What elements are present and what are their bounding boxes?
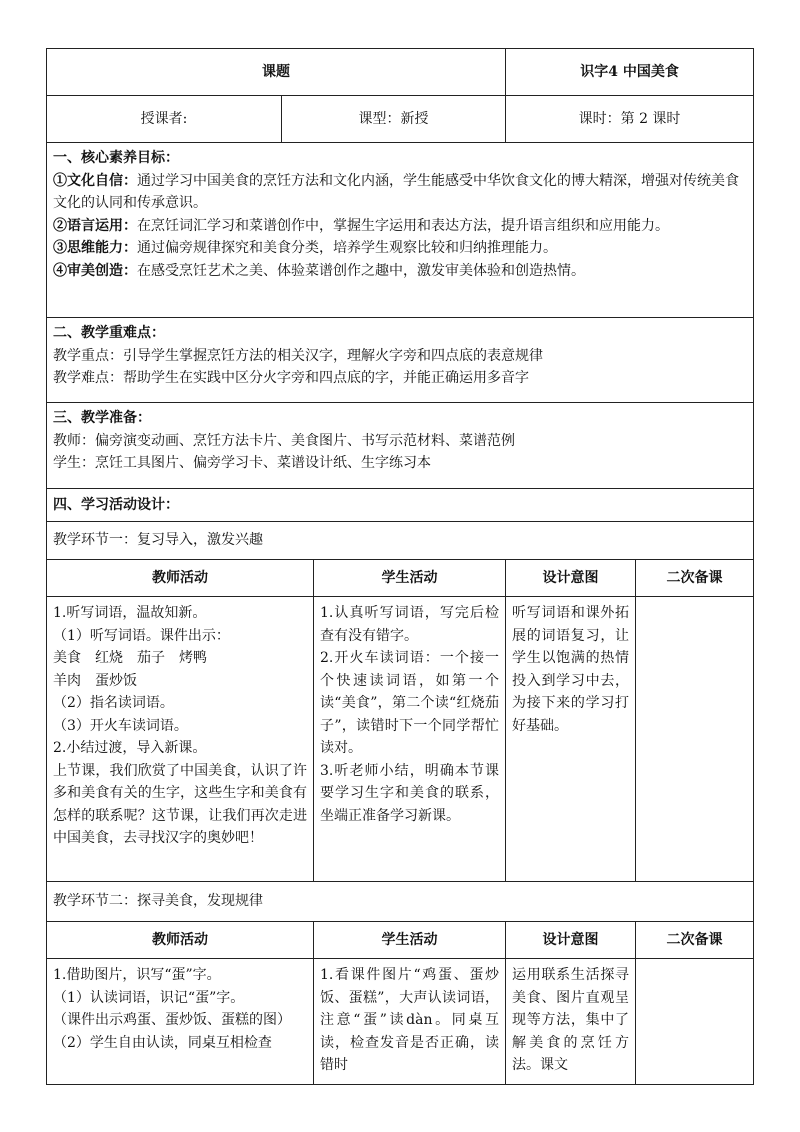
step2-title-row: [47, 882, 754, 922]
activities-title: 四、学习活动设计：: [53, 496, 179, 513]
step2-design-intent: 运用联系生活探寻美食、图片直观呈现等方法，集中了解美食的烹饪方法。课文: [506, 959, 636, 1085]
teacher-line: （1）认读词语，识记“蛋”字。: [53, 989, 245, 1006]
activities-title-row: [47, 489, 754, 522]
lesson-plan-table: [46, 48, 754, 1085]
step1-student-activity: [314, 597, 506, 882]
teacher-line: 1.借助图片，识写“蛋”字。: [53, 967, 221, 983]
step2-content-row: [47, 959, 754, 1085]
topic-row: [47, 49, 754, 96]
topic-label: 课题: [47, 49, 506, 96]
objectives-title: 一、核心素养目标：: [53, 150, 179, 166]
topic-value: 识字4 中国美食: [506, 49, 754, 96]
step1-content-row: [47, 597, 754, 882]
column-student-activity: 学生活动: [314, 560, 506, 597]
key-point-difficulty: 教学难点：帮助学生在实践中区分火字旁和四点底的字，并能正确运用多音字: [53, 370, 529, 386]
step2-teacher-activity: [47, 959, 314, 1085]
key-point-focus: 教学重点：引导学生掌握烹饪方法的相关汉字，理解火字旁和四点底的表意规律: [53, 347, 543, 364]
key-points-title: 二、教学重难点：: [53, 325, 165, 341]
column-second-prep: 二次备课: [636, 922, 754, 959]
teacher-line: （课件出示鸡蛋、蛋炒饭、蛋糕的图）: [53, 1012, 291, 1028]
student-line: 1.认真听写词语，写完后检查有没有错字。: [320, 605, 500, 644]
teacher-line: 上节课，我们欣赏了中国美食，认识了许多和美食有关的生字，这些生字和美食有怎样的联系呢？这节课，让我们再次走进中国美食，去寻找汉字的奥妙吧！: [53, 762, 307, 846]
teacher-line: 1.听写词语，温故知新。: [53, 605, 207, 621]
teacher-line: 美食 红烧 茄子 烤鸭: [53, 650, 207, 666]
objective-item: ①文化自信：通过学习中国美食的烹饪方法和文化内涵，学生能感受中华饮食文化的博大精深，增强对传统美食文化的认同和传承意识。: [53, 172, 739, 211]
step1-teacher-activity: [47, 597, 314, 882]
step1-second-prep: [636, 597, 754, 882]
objective-item: ②语言运用：在烹饪词汇学习和菜谱创作中，掌握生字运用和表达方法，提升语言组织和应用能力。: [53, 217, 669, 234]
step2-second-prep: [636, 959, 754, 1085]
student-line: 1.看课件图片“鸡蛋、蛋炒饭、蛋糕”，大声认读词语，注意“蛋”读dàn。同桌互读，检查发音是否正确，读错时: [320, 967, 500, 1073]
step2-title: 教学环节二：探寻美食，发现规律: [47, 882, 754, 922]
column-teacher-activity: 教师活动: [47, 560, 314, 597]
step1-title: 教学环节一：复习导入，激发兴趣: [47, 522, 754, 560]
objectives-row: [47, 143, 754, 318]
teacher-line: 羊肉 蛋炒饭: [53, 672, 137, 689]
teacher-line: （1）听写词语。课件出示：: [53, 627, 230, 644]
lesson-time: 课时：第 2 课时: [506, 96, 754, 143]
teacher-label: 授课者:: [47, 96, 282, 143]
preparation-title: 三、教学准备：: [53, 410, 151, 426]
step1-design-intent: 听写词语和课外拓展的词语复习，让学生以饱满的热情投入到学习中去，为接下来的学习打好基础。: [506, 597, 636, 882]
preparation-student: 学生：烹饪工具图片、偏旁学习卡、菜谱设计纸、生字练习本: [53, 455, 431, 471]
teacher-line: （2）学生自由认读，同桌互相检查: [53, 1034, 272, 1051]
preparation-row: [47, 403, 754, 489]
column-design-intent: 设计意图: [506, 922, 636, 959]
meta-row: [47, 96, 754, 143]
teacher-line: 2.小结过渡，导入新课。: [53, 740, 207, 756]
column-design-intent: 设计意图: [506, 560, 636, 597]
lesson-plan-page: [46, 48, 753, 1085]
objective-item: ③思维能力：通过偏旁规律探究和美食分类，培养学生观察比较和归纳推理能力。: [53, 240, 557, 256]
step1-title-row: [47, 522, 754, 560]
column-second-prep: 二次备课: [636, 560, 754, 597]
teacher-line: （2）指名读词语。: [53, 695, 174, 711]
teacher-line: （3）开火车读词语。: [53, 717, 188, 734]
student-line: 2.开火车读词语：一个接一个快速读词语，如第一个读“美食”，第二个读“红烧茄子”，读错时下一个同学帮忙读对。: [320, 650, 500, 756]
objective-item: ④审美创造：在感受烹饪艺术之美、体验菜谱创作之趣中，激发审美体验和创造热情。: [53, 262, 585, 279]
preparation-cell: [47, 403, 754, 489]
objectives-cell: [47, 143, 754, 318]
column-teacher-activity: 教师活动: [47, 922, 314, 959]
key-points-cell: [47, 318, 754, 403]
step2-header-row: [47, 922, 754, 959]
key-points-row: [47, 318, 754, 403]
step1-header-row: [47, 560, 754, 597]
activities-title-cell: [47, 489, 754, 522]
preparation-teacher: 教师：偏旁演变动画、烹饪方法卡片、美食图片、书写示范材料、菜谱范例: [53, 432, 515, 449]
step2-student-activity: [314, 959, 506, 1085]
lesson-type: 课型：新授: [282, 96, 506, 143]
student-line: 3.听老师小结，明确本节课要学习生字和美食的联系，坐端正准备学习新课。: [320, 762, 500, 824]
column-student-activity: 学生活动: [314, 922, 506, 959]
